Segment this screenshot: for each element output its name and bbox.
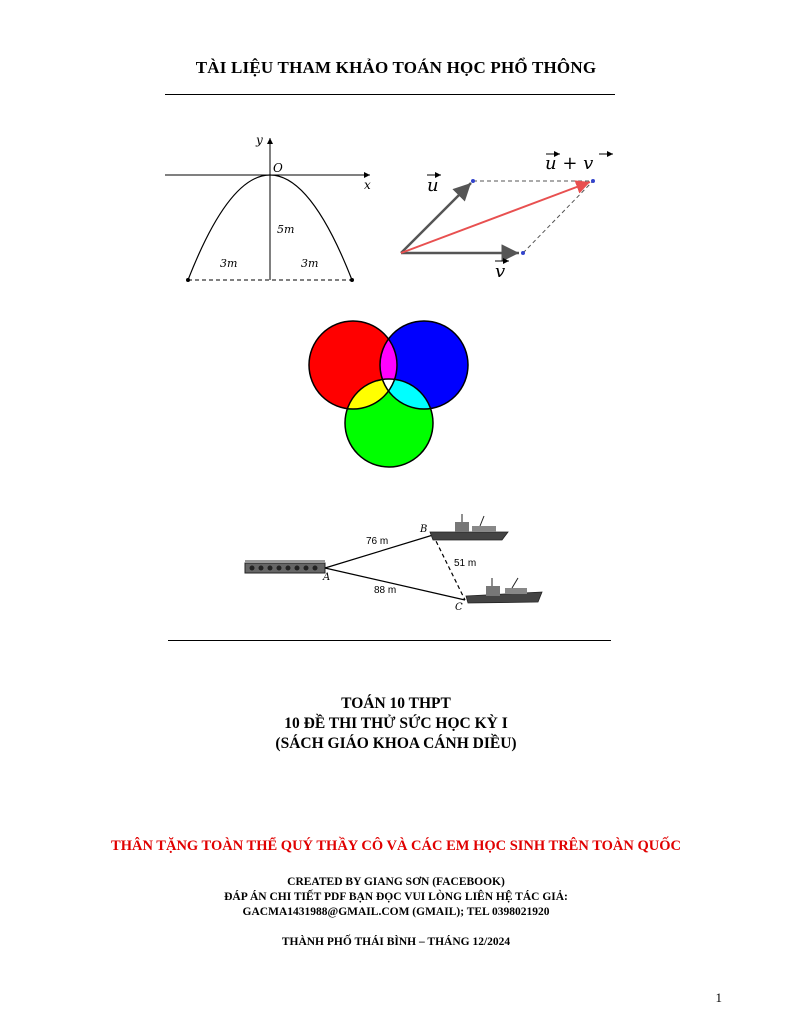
sum-endpoint [591,179,595,183]
left-half-label: 3m [220,257,238,270]
right-base-point [350,278,354,282]
header-underline [165,94,615,95]
credits-line3: GACMA1431988@GMAIL.COM (GMAIL); TEL 0398021920 [242,906,550,918]
right-half-label: 3m [301,257,319,270]
credits-block [0,875,792,920]
main-title-block [0,694,792,754]
v-endpoint [521,251,525,255]
bc-distance-label: 51 m [454,558,477,569]
y-axis-label: y [256,133,263,147]
dashed-right-edge [523,181,593,253]
document-header-title: TÀI LIỆU THAM KHẢO TOÁN HỌC PHỔ THÔNG [195,58,597,77]
dedication-text: THÂN TẶNG TOÀN THỂ QUÝ THẦY CÔ VÀ CÁC EM HỌC SINH TRÊN TOÀN QUỐC [111,838,681,854]
ship-b-icon [430,514,508,540]
x-axis-label: x [364,178,371,192]
height-label: 5m [277,223,295,236]
point-c-label: C [455,602,463,613]
ab-distance-label: 76 m [366,536,389,547]
place-date: THÀNH PHỐ THÁI BÌNH – THÁNG 12/2024 [281,936,511,948]
ships-distance-figure [240,508,550,618]
v-label: v [495,261,506,282]
page-number: 1 [715,990,722,1005]
credits-line2: ĐÁP ÁN CHI TIẾT PDF BẠN ĐỌC VUI LÒNG LIÊN HỆ TÁC GIẢ: [224,891,568,903]
section-separator [168,640,611,641]
dock-icon [245,560,325,573]
venn-diagram [300,318,480,478]
u-label: u [427,175,439,196]
main-title-line1: TOÁN 10 THPT [341,695,451,712]
origin-label: O [273,161,283,175]
ac-distance-label: 88 m [374,585,397,596]
vector-sum-figure [395,145,630,285]
sum-label: u + v [545,153,594,174]
main-title-line3: (SÁCH GIÁO KHOA CÁNH DIỀU) [275,735,517,752]
credits-line1: CREATED BY GIANG SƠN (FACEBOOK) [287,876,505,888]
point-a-label: A [323,572,331,583]
parabola-arch-figure [160,128,385,293]
main-title-line2: 10 ĐỀ THI THỬ SỨC HỌC KỲ I [284,715,508,732]
point-b-label: B [420,524,428,535]
ship-c-icon [466,578,542,603]
left-base-point [186,278,190,282]
u-endpoint [471,179,475,183]
